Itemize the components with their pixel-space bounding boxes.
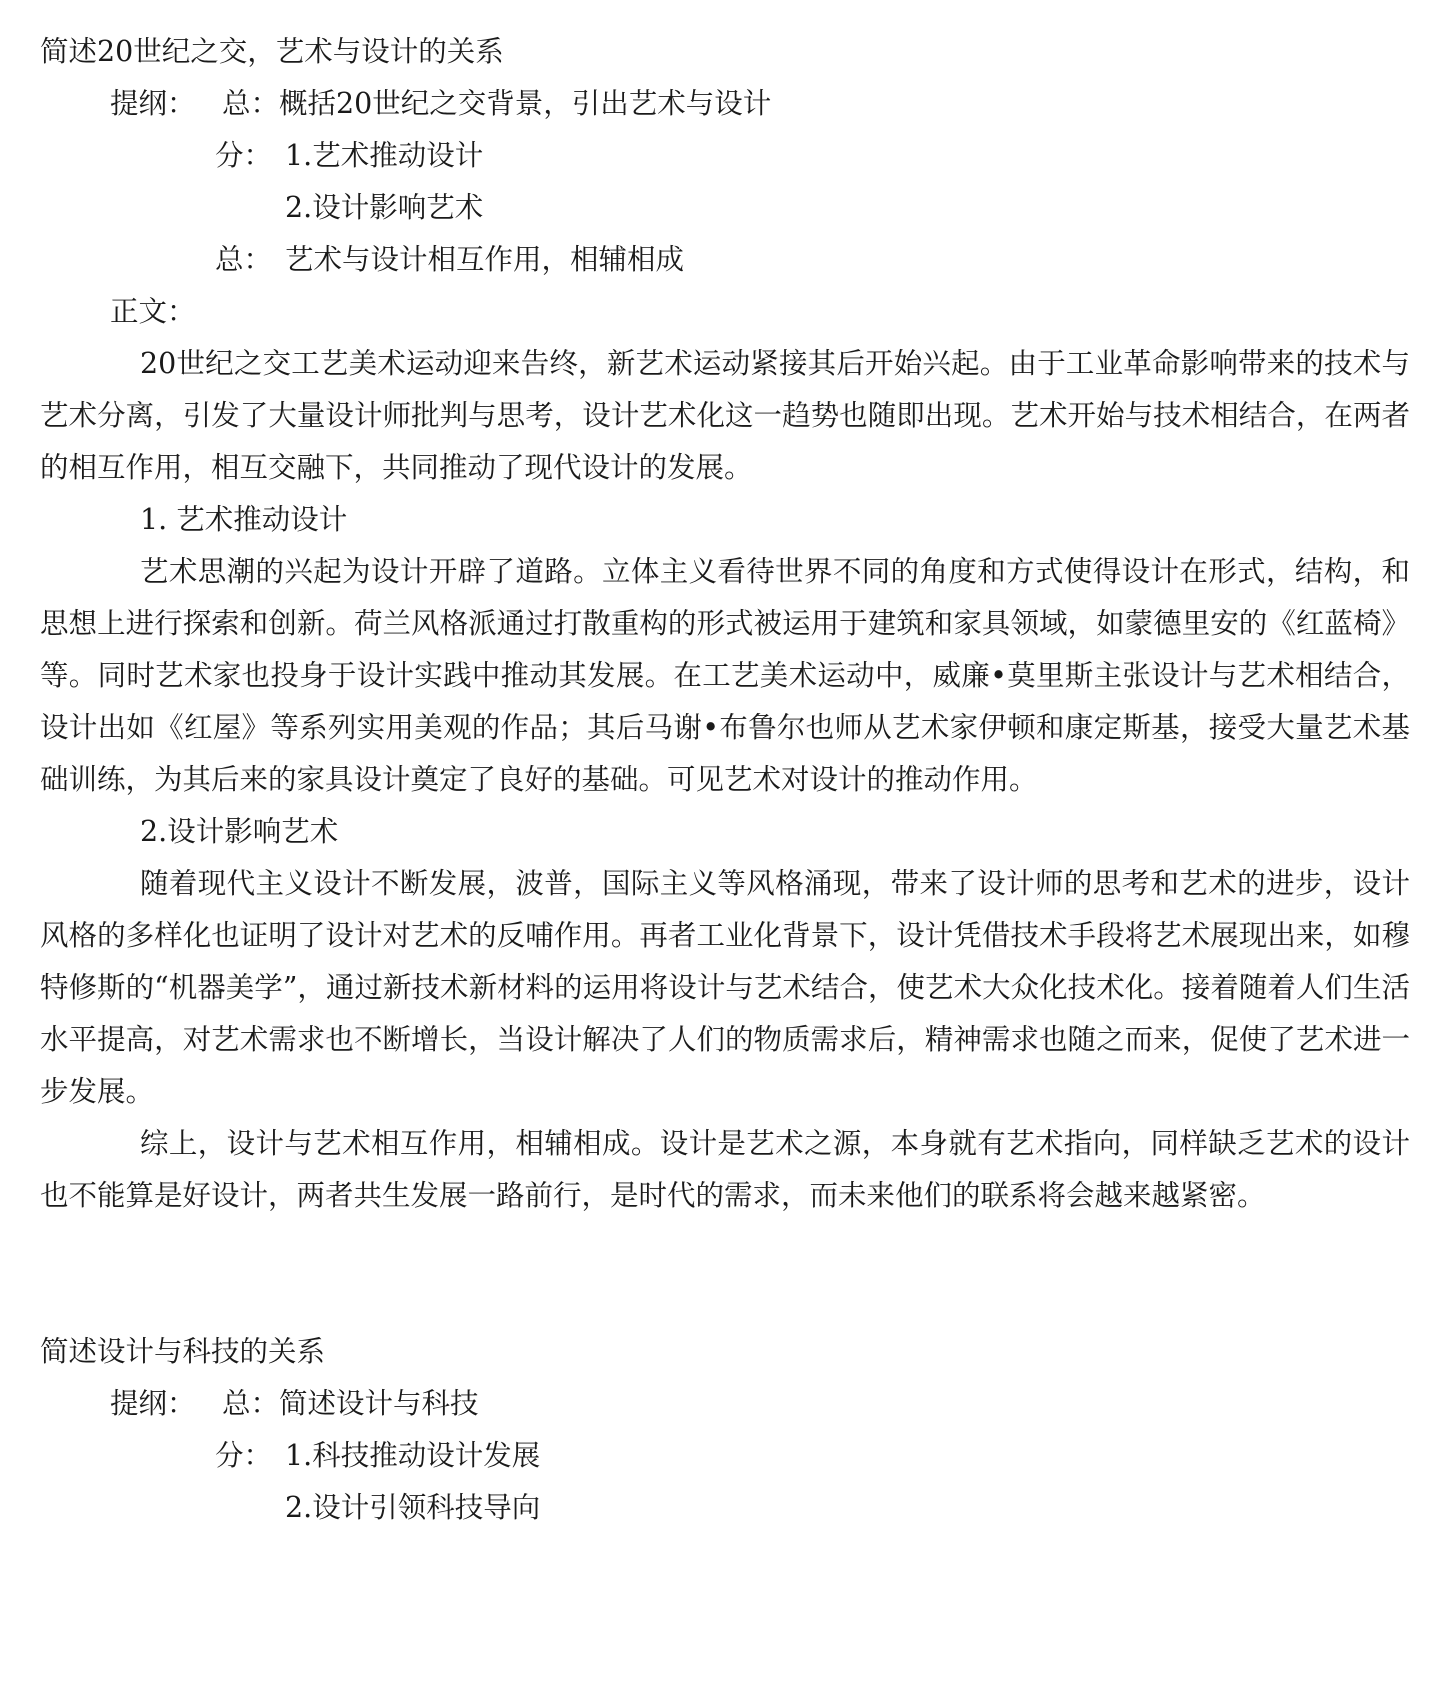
outline-point-row: [40, 1430, 1410, 1482]
zong-label: 总：: [215, 243, 273, 276]
paragraph-art-drives-design: 艺术思潮的兴起为设计开辟了道路。立体主义看待世界不同的角度和方式使得设计在形式，结构，和思想上进行探索和创新。荷兰风格派通过打散重构的形式被运用于建筑和家具领域，如蒙德里安的《红蓝椅》等。同时艺术家也投身于设计实践中推动其发展。在工艺美术运动中，威廉•莫里斯主张设计与艺术相结合，设计出如《红屋》等系列实用美观的作品；其后马谢•布鲁尔也师从艺术家伊顿和康定斯基，接受大量艺术基础训练，为其后来的家具设计奠定了良好的基础。可见艺术对设计的推动作用。: [40, 555, 1410, 796]
fen-label: 分：: [215, 139, 273, 172]
body-label: 正文：: [110, 295, 196, 328]
subheading-art-drives-design: 1. 艺术推动设计: [140, 503, 348, 536]
outline-intro: 概括20世纪之交背景，引出艺术与设计: [279, 87, 772, 120]
zong-label: 总：: [222, 87, 280, 120]
outline-intro-row: [40, 78, 1410, 130]
outline-point-row: [40, 130, 1410, 182]
paragraph-design-influences-art: 随着现代主义设计不断发展，波普，国际主义等风格涌现，带来了设计师的思考和艺术的进步，设计风格的多样化也证明了设计对艺术的反哺作用。再者工业化背景下，设计凭借技术手段将艺术展现出来，如穆特修斯的“机器美学”，通过新技术新材料的运用将设计与艺术结合，使艺术大众化技术化。接着随着人们生活水平提高，对艺术需求也不断增长，当设计解决了人们的物质需求后，精神需求也随之而来，促使了艺术进一步发展。: [40, 867, 1410, 1108]
outline-intro: 简述设计与科技: [279, 1387, 479, 1420]
section1-title: 简述20世纪之交，艺术与设计的关系: [40, 35, 504, 68]
outline-point: 2.设计影响艺术: [285, 191, 484, 224]
outline-point: 1.科技推动设计发展: [285, 1439, 541, 1472]
outline-conclusion-row: [40, 234, 1410, 286]
outline-label: 提纲：: [110, 1387, 196, 1420]
section2-title: 简述设计与科技的关系: [40, 1335, 326, 1368]
outline-point: 2.设计引领科技导向: [285, 1491, 541, 1524]
outline-point-row: [40, 182, 1410, 234]
document-page: [40, 26, 1410, 1534]
outline-point: 1.艺术推动设计: [285, 139, 484, 172]
subheading-design-influences-art: 2.设计影响艺术: [140, 815, 339, 848]
summary-paragraph: 综上，设计与艺术相互作用，相辅相成。设计是艺术之源，本身就有艺术指向，同样缺乏艺术的设计也不能算是好设计，两者共生发展一路前行，是时代的需求，而未来他们的联系将会越来越紧密。: [40, 1127, 1410, 1212]
outline-point-row: [40, 1482, 1410, 1534]
outline-conclusion: 艺术与设计相互作用，相辅相成: [285, 243, 685, 276]
fen-label: 分：: [215, 1439, 273, 1472]
zong-label: 总：: [222, 1387, 280, 1420]
intro-paragraph: 20世纪之交工艺美术运动迎来告终，新艺术运动紧接其后开始兴起。由于工业革命影响带来的技术与艺术分离，引发了大量设计师批判与思考，设计艺术化这一趋势也随即出现。艺术开始与技术相结合，在两者的相互作用，相互交融下，共同推动了现代设计的发展。: [40, 347, 1410, 484]
outline-intro-row: [40, 1378, 1410, 1430]
outline-label: 提纲：: [110, 87, 196, 120]
section-spacer: [40, 1222, 1410, 1326]
